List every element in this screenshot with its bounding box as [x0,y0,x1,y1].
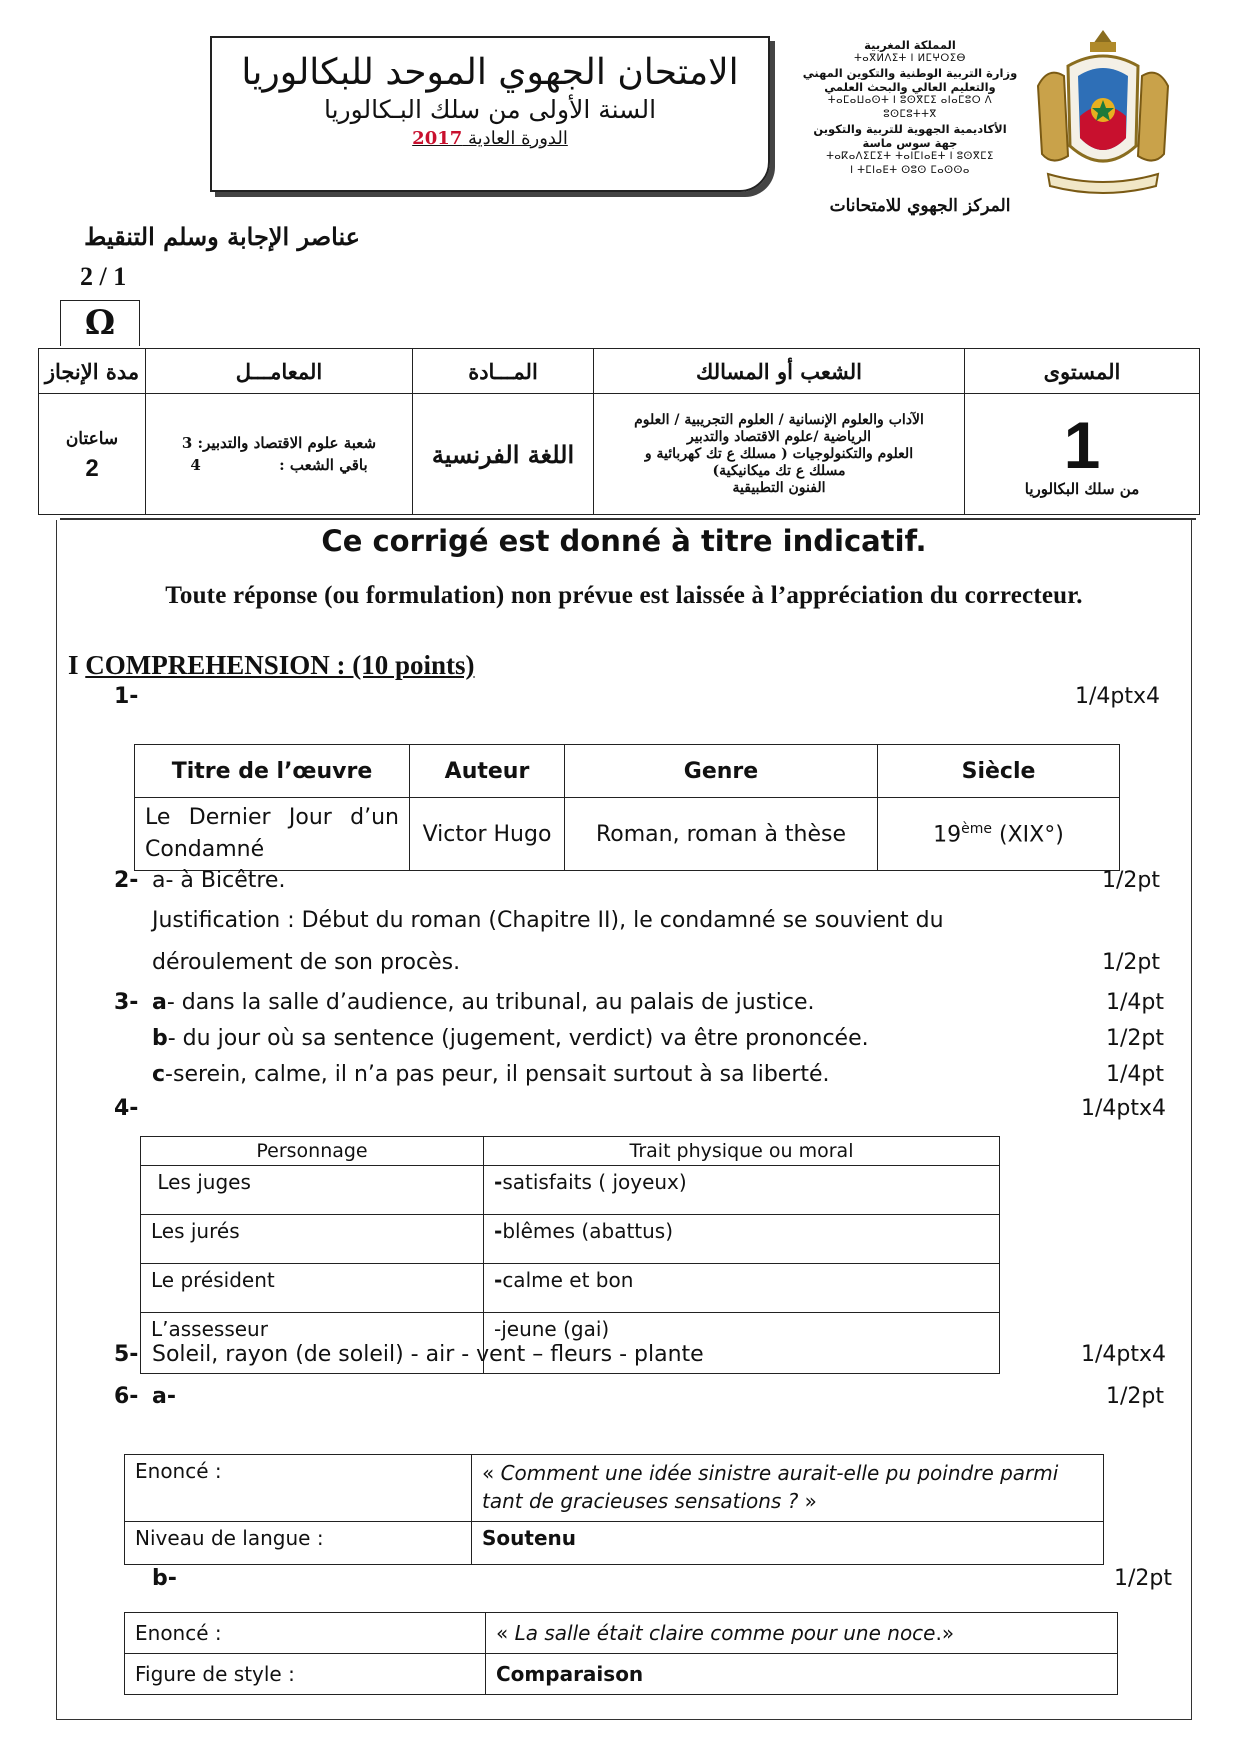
q1-header-title: Titre de l’œuvre [135,745,410,798]
q1-century-cell: 19ème (XIX°) [878,798,1120,871]
header-coef: المعامـــل [146,349,413,394]
exam-info-table [38,348,1200,515]
exam-year: 2017 [412,128,463,149]
page-number: 2 / 1 [80,262,127,291]
q6-a-points: 1/2pt [1106,1384,1164,1409]
table-row: Les jurés -blêmes (abattus) [141,1215,1000,1264]
q1-title-cell: Le Dernier Jour d’un Condamné [135,798,410,871]
level-sub: من سلك البكالوريا [1024,480,1140,498]
branches-cell: الآداب والعلوم الإنسانية / العلوم التجريبية / العلوم الرياضية /علوم الاقتصاد والتدبير العلوم والتكنولوجيات ( مسلك ع تك كهربائية و مسلك ع تك ميكانيكية) الفنون التطبيقية [594,394,965,515]
q2-points-b: 1/2pt [1102,950,1160,975]
q2-points-a: 1/2pt [1102,868,1160,893]
duration-cell: ساعتان 2 [39,394,146,515]
q1-header-author: Auteur [410,745,565,798]
q1-header-century: Siècle [878,745,1120,798]
subject-cell: اللغة الفرنسية [413,394,594,515]
q4-number: 4- [114,1096,139,1121]
disclaimer-title: Ce corrigé est donné à titre indicatif. [321,524,927,558]
exam-year-line: السنة الأولى من سلك البـكالوريا [323,95,657,124]
header-duration: مدة الإنجاز [39,349,146,394]
q6-a-level-value: Soutenu [472,1522,1104,1565]
q6-a-level-label: Niveau de langue : [125,1522,472,1565]
section-title: I COMPREHENSION : (10 points) [68,650,475,680]
disclaimer-note: Toute réponse (ou formulation) non prévue est laissée à l’appréciation du correcteur. [165,582,1083,609]
q6-b-figure-label: Figure de style : [125,1654,486,1695]
exam-session: الدورة العادية 2017 [412,128,568,149]
q4-table [140,1136,1000,1374]
q6-a-label: a- [152,1384,176,1409]
q5-points: 1/4ptx4 [1080,1342,1166,1367]
q1-table [134,744,1120,871]
exam-title: الامتحان الجهوي الموحد للبكالوريا [241,52,739,93]
q4-points: 1/4ptx4 [1080,1096,1166,1121]
ministry-block: المملكة المغربية ⵜⴰⴳⵍⴷⵉⵜ ⵏ ⵍⵎⵖⵔⵉⴱ وزارة التربية الوطنية والتكوين المهني والتعليم العالي والبحث العلمي ⵜⴰⵎⴰⵡⴰⵙⵜ ⵏ ⵓⵙⴳⵎⵉ ⴰⵏⴰⵎⵓⵔ ⴷ ⵓⵙⵎⵓⵜⵜⴳ الأكاديمية الجهوية للتربية والتكوين جهة سوس ماسة ⵜⴰⴽⴰⴷⵉⵎⵉⵜ ⵜⴰⵏⵎⵏⴰⴹⵜ ⵏ ⵓⵙⴳⵎⵉ ⵏ ⵜⵎⵏⴰⴹⵜ ⵙⵓⵙ ⵎⴰⵙⵙⴰ [802,38,1018,176]
header-subject: المـــادة [413,349,594,394]
q1-points: 1/4ptx4 [1074,684,1160,709]
q6-b-enonce: « La salle était claire comme pour une noce.» [486,1613,1118,1654]
q6-b-points: 1/2pt [1114,1566,1172,1591]
level-number: 1 [1063,408,1101,482]
q3-b: b- du jour où sa sentence (jugement, verdict) va être prononcée. [152,1026,869,1051]
q3-a-points: 1/4pt [1106,990,1164,1015]
q1-author-cell: Victor Hugo [410,798,565,871]
q2-justification-2: déroulement de son procès. [152,950,461,975]
q3-b-points: 1/2pt [1106,1026,1164,1051]
coat-of-arms-icon [1028,26,1178,196]
q4-header-character: Personnage [141,1137,484,1166]
q3-c-points: 1/4pt [1106,1062,1164,1087]
q2-justification-1: Justification : Début du roman (Chapitre II), le condamné se souvient du [152,908,944,933]
q1-genre-cell: Roman, roman à thèse [565,798,878,871]
exam-center-name: المركز الجهوي للامتحانات [829,196,1011,216]
table-row: Les juges -satisfaits ( joyeux) [141,1166,1000,1215]
table-row: L’assesseur -jeune (gai) [141,1313,1000,1374]
exam-title-box [210,36,770,192]
q3-number: 3- [114,990,139,1015]
q6-number: 6- [114,1384,139,1409]
table-row: Le président -calme et bon [141,1264,1000,1313]
q5-answer: Soleil, rayon (de soleil) - air - vent – fleurs - plante [152,1342,704,1367]
level-cell [965,394,1200,515]
q1-header-genre: Genre [565,745,878,798]
coef-cell: شعبة علوم الاقتصاد والتدبير: 3 باقي الشعب : 4 [146,394,413,515]
q6-a-enonce-label: Enoncé : [125,1455,472,1522]
q5-number: 5- [114,1342,139,1367]
q1-number: 1- [114,684,139,709]
q3-c: c-serein, calme, il n’a pas peur, il pensait surtout à sa liberté. [152,1062,830,1087]
omega-code: Ω [60,300,140,346]
q6-a-table [124,1454,1104,1565]
q6-b-enonce-label: Enoncé : [125,1613,486,1654]
header-branches: الشعب أو المسالك [594,349,965,394]
q6-a-enonce: « Comment une idée sinistre aurait-elle pu poindre parmi tant de gracieuses sensations ? » [472,1455,1104,1522]
q6-b-table [124,1612,1118,1695]
q2-number: 2- [114,868,139,893]
q2-answer: a- à Bicêtre. [152,868,286,893]
q3-a: a- dans la salle d’audience, au tribunal, au palais de justice. [152,990,815,1015]
answer-key-title: عناصر الإجابة وسلم التنقيط [84,222,360,251]
q4-header-trait: Trait physique ou moral [484,1137,1000,1166]
header-level: المستوى [965,349,1200,394]
q6-b-label: b- [152,1566,177,1591]
q6-b-figure-value: Comparaison [486,1654,1118,1695]
